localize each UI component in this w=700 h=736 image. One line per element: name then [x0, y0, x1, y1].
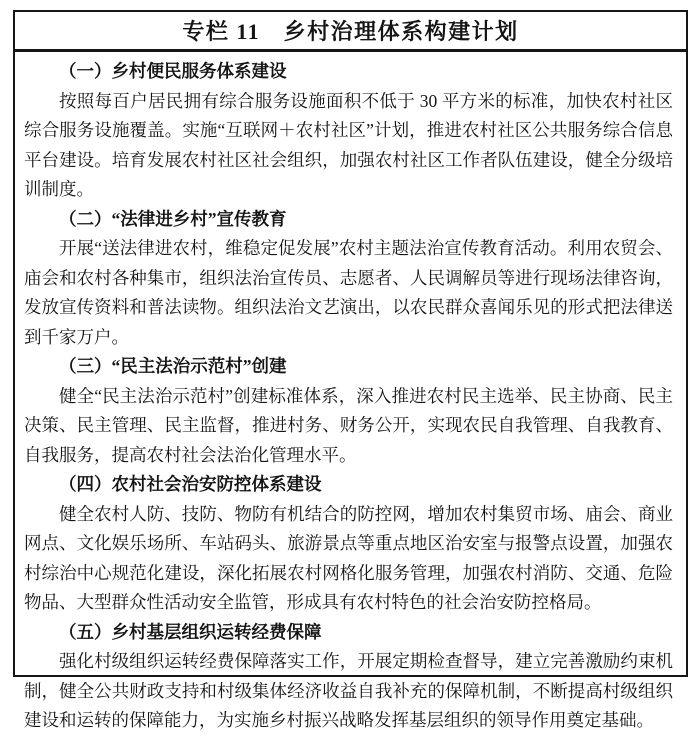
section-1-paragraph: 按照每百户居民拥有综合服务设施面积不低于 30 平方米的标准，加快农村社区综合服务设施覆盖。实施“互联网＋农村社区”计划，推进农村社区公共服务综合信息平台建设。培育发展农村社区社会组织，加强农村社区工作者队伍建设，健全分级培训制度。 [24, 90, 673, 199]
section-1 [24, 57, 673, 205]
panel-title: 专栏 11 乡村治理体系构建计划 [15, 12, 686, 52]
section-2-paragraph: 开展“送法律进农村，维稳定促发展”农村主题法治宣传教育活动。利用农贸会、庙会和农村各种集市，组织法治宣传员、志愿者、人民调解员等进行现场法律咨询，发放宣传资料和普法读物。组织法治文艺演出，以农民群众喜闻乐见的形式把法律送到千家万户。 [24, 238, 673, 347]
section-2 [24, 205, 673, 353]
section-5-paragraph: 强化村级组织运转经费保障落实工作，开展定期检查督导，建立完善激励约束机制，健全公共财政支持和村级集体经济收益自我补充的保障机制，不断提高村级组织建设和运转的保障能力，为实施乡村振兴战略发挥基层组织的领导作用奠定基础。 [24, 651, 673, 730]
section-5 [24, 618, 673, 736]
column-panel [13, 10, 688, 730]
panel-body [15, 52, 686, 736]
section-3-paragraph: 健全“民主法治示范村”创建标准体系，深入推进农村民主选举、民主协商、民主决策、民主管理、民主监督，推进村务、财务公开，实现农民自我管理、自我教育、自我服务，提高农村社会法治化管理水平。 [24, 385, 673, 465]
section-4-paragraph: 健全农村人防、技防、物防有机结合的防控网，增加农村集贸市场、庙会、商业网点、文化娱乐场所、车站码头、旅游景点等重点地区治安室与报警点设置，加强农村综治中心规范化建设，深化拓展农村网格化服务管理，加强农村消防、交通、危险物品、大型群众性活动安全监管，形成具有农村特色的社会治安防控格局。 [24, 503, 673, 612]
section-4-heading: （四）农村社会治安防控体系建设 [59, 474, 322, 494]
section-4 [24, 470, 673, 618]
section-1-heading: （一）乡村便民服务体系建设 [59, 61, 287, 81]
section-2-heading: （二）“法律进乡村”宣传教育 [59, 208, 287, 229]
section-5-heading: （五）乡村基层组织运转经费保障 [59, 621, 322, 642]
section-3 [24, 352, 673, 470]
section-3-heading: （三）“民主法治示范村”创建 [59, 356, 287, 376]
